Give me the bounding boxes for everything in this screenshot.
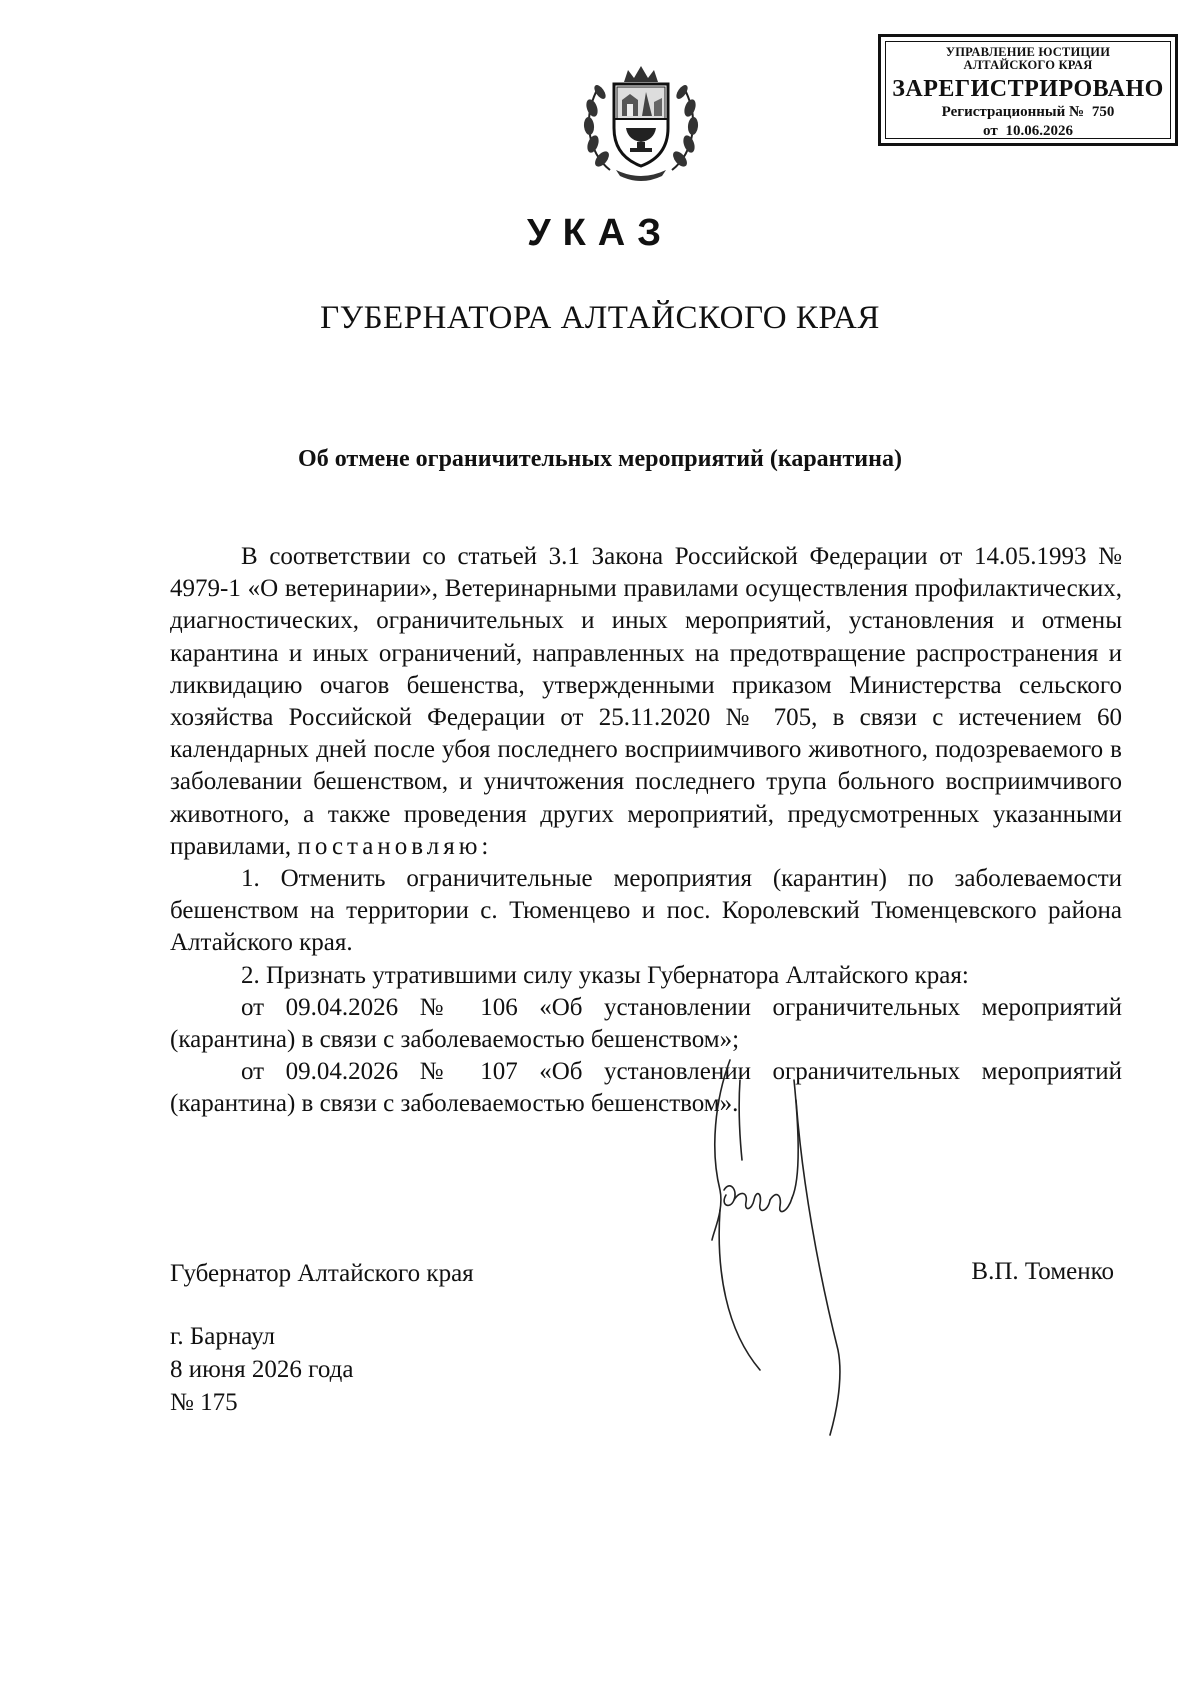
preamble-paragraph [170,541,1122,863]
decree-title: УКАЗ [526,212,674,254]
decree-number: № 175 [170,1389,238,1416]
decree-subject: Об отмене ограничительных мероприятий (карантина) [298,446,902,472]
stamp-date-label: от [983,123,998,139]
decree-subtitle: ГУБЕРНАТОРА АЛТАЙСКОГО КРАЯ [320,300,880,336]
place-date-number [170,1320,353,1419]
altai-krai-coat-of-arms-icon [580,58,702,182]
repealed-decree-106: от 09.04.2026 № 106 «Об установлении ограничительных мероприятий (карантина) в связи с заболеваемостью бешенством»; [170,993,1122,1054]
stamp-reg-label: Регистрационный № [941,104,1085,120]
issue-city: г. Барнаул [170,1323,275,1350]
resolve-word: постановляю: [297,832,493,860]
signatory-name: В.П. Томенко [971,1258,1114,1285]
decree-item-1: 1. Отменить ограничительные мероприятия (карантин) по заболеваемости бешенством на территории с. Тюменцево и пос. Королевский Тюменцевского района Алтайского края. [170,865,1122,957]
stamp-date: 10.06.2026 [1005,123,1073,139]
stamp-org-line1: УПРАВЛЕНИЕ ЮСТИЦИИ [945,45,1111,59]
preamble-text: В соответствии со статьей 3.1 Закона Российской Федерации от 14.05.1993 № 4979-1 «О ветеринарии», Ветеринарными правилами осуществления профилактических, диагностических, ограничительных и иных мероприятий, установления и отмены карантина и иных ограничений, направленных на предотвращение распространения и ликвидацию очагов бешенства, утвержденными приказом Министерства сельского хозяйства Российской Федерации от 25.11.2020 № 705, в связи с истечением 60 календарных дней после убоя последнего восприимчивого животного, подозреваемого в заболевании бешенством, и уничтожения последнего трупа больного восприимчивого животного, а также проведения других мероприятий, предусмотренных указанными правилами, [170,543,1122,860]
signatory-position: Губернатор Алтайского края [170,1260,474,1287]
registration-stamp [878,34,1178,146]
issue-date: 8 июня 2026 года [170,1356,354,1383]
stamp-date-line [886,122,1170,141]
decree-item-2: 2. Признать утратившими силу указы Губернатора Алтайского края: [241,961,969,989]
repealed-decree-107: от 09.04.2026 № 107 «Об установлении ограничительных мероприятий (карантина) в связи с заболеваемостью бешенством». [170,1058,1122,1118]
stamp-org-line2: АЛТАЙСКОГО КРАЯ [963,58,1093,72]
handwritten-signature [690,1040,920,1450]
stamp-status: ЗАРЕГИСТРИРОВАНО [892,76,1164,102]
decree-body [170,541,1122,1121]
stamp-inner-frame [885,41,1171,139]
stamp-reg-number: 750 [1091,104,1115,120]
stamp-reg-number-line [886,103,1170,122]
